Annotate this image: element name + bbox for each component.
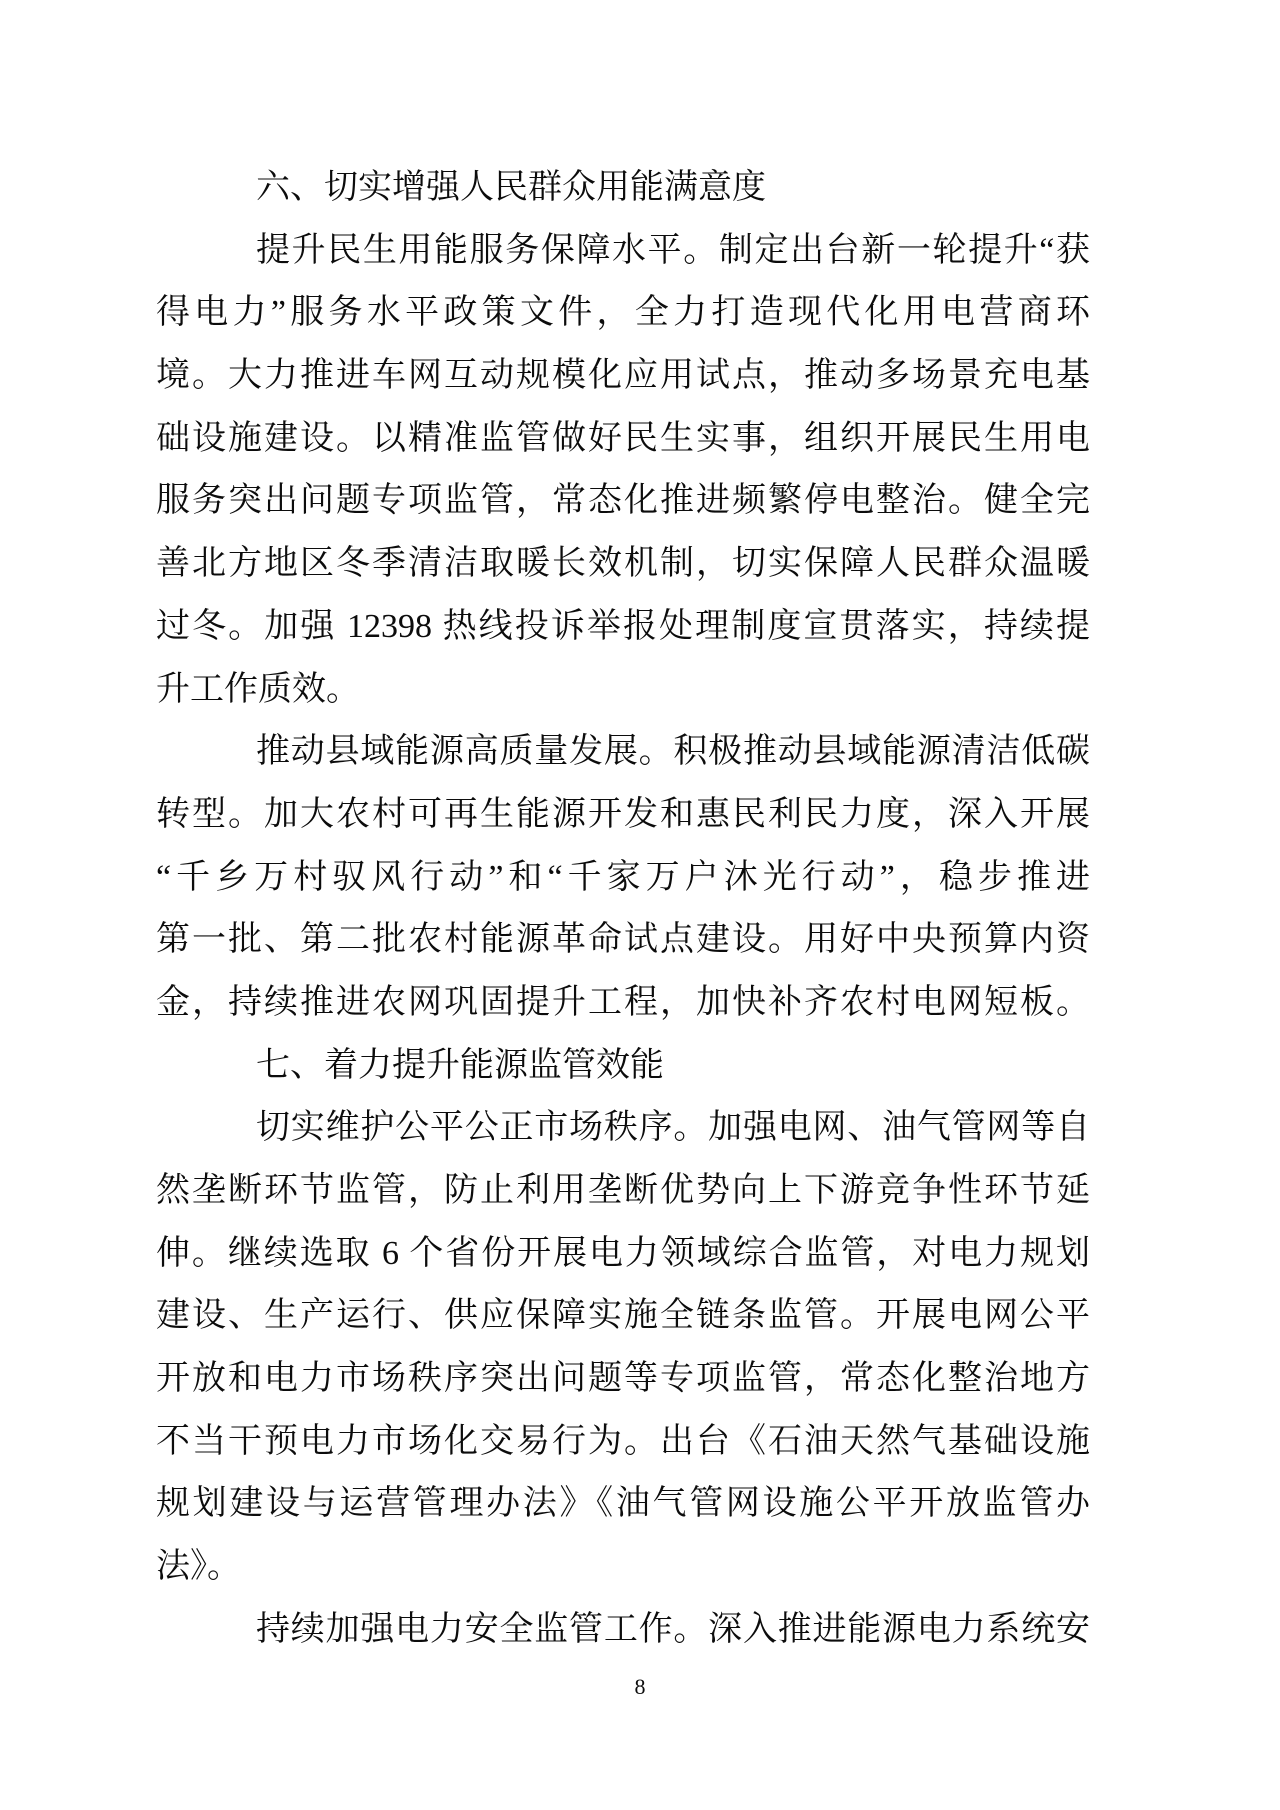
text-line: 伸。继续选取 6 个省份开展电力领域综合监管，对电力规划 (156, 1234, 1090, 1272)
text-line: 金，持续推进农网巩固提升工程，加快补齐农村电网短板。 (156, 983, 1090, 1021)
text-line: 善北方地区冬季清洁取暖长效机制，切实保障人民群众温暖 (156, 545, 1090, 583)
text-line: 切实维护公平公正市场秩序。加强电网、油气管网等自 (256, 1109, 1090, 1147)
text-line: 不当干预电力市场化交易行为。出台《石油天然气基础设施 (156, 1422, 1090, 1460)
text-line: 过冬。加强 12398 热线投诉举报处理制度宣贯落实，持续提 (156, 607, 1090, 645)
text-line: 境。大力推进车网互动规模化应用试点，推动多场景充电基 (156, 357, 1090, 395)
text-line: “千乡万村驭风行动”和“千家万户沐光行动”，稳步推进 (156, 858, 1090, 896)
text-line: 升工作质效。 (156, 670, 360, 708)
text-line: 开放和电力市场秩序突出问题等专项监管，常态化整治地方 (156, 1360, 1090, 1398)
text-line: 础设施建设。以精准监管做好民生实事，组织开展民生用电 (156, 419, 1090, 457)
text-line: 七、着力提升能源监管效能 (256, 1046, 664, 1084)
page-footer (0, 1672, 1280, 1702)
text-line: 得电力”服务水平政策文件，全力打造现代化用电营商环 (156, 294, 1090, 332)
text-line: 服务突出问题专项监管，常态化推进频繁停电整治。健全完 (156, 482, 1090, 520)
text-line: 第一批、第二批农村能源革命试点建设。用好中央预算内资 (156, 921, 1090, 959)
text-line: 六、切实增强人民群众用能满意度 (256, 169, 766, 206)
text-line: 持续加强电力安全监管工作。深入推进能源电力系统安 (256, 1610, 1090, 1648)
text-line: 然垄断环节监管，防止利用垄断优势向上下游竞争性环节延 (156, 1172, 1090, 1209)
document-body (156, 157, 1090, 1662)
text-line: 建设、生产运行、供应保障实施全链条监管。开展电网公平 (156, 1297, 1090, 1335)
text-line: 转型。加大农村可再生能源开发和惠民利民力度，深入开展 (156, 795, 1090, 833)
text-line: 提升民生用能服务保障水平。制定出台新一轮提升“获 (256, 231, 1090, 269)
text-line: 法》。 (156, 1548, 241, 1586)
text-line: 推动县域能源高质量发展。积极推动县域能源清洁低碳 (256, 733, 1090, 771)
text-line: 规划建设与运营管理办法》《油气管网设施公平开放监管办 (156, 1485, 1090, 1523)
page-number: 8 (634, 1674, 646, 1699)
